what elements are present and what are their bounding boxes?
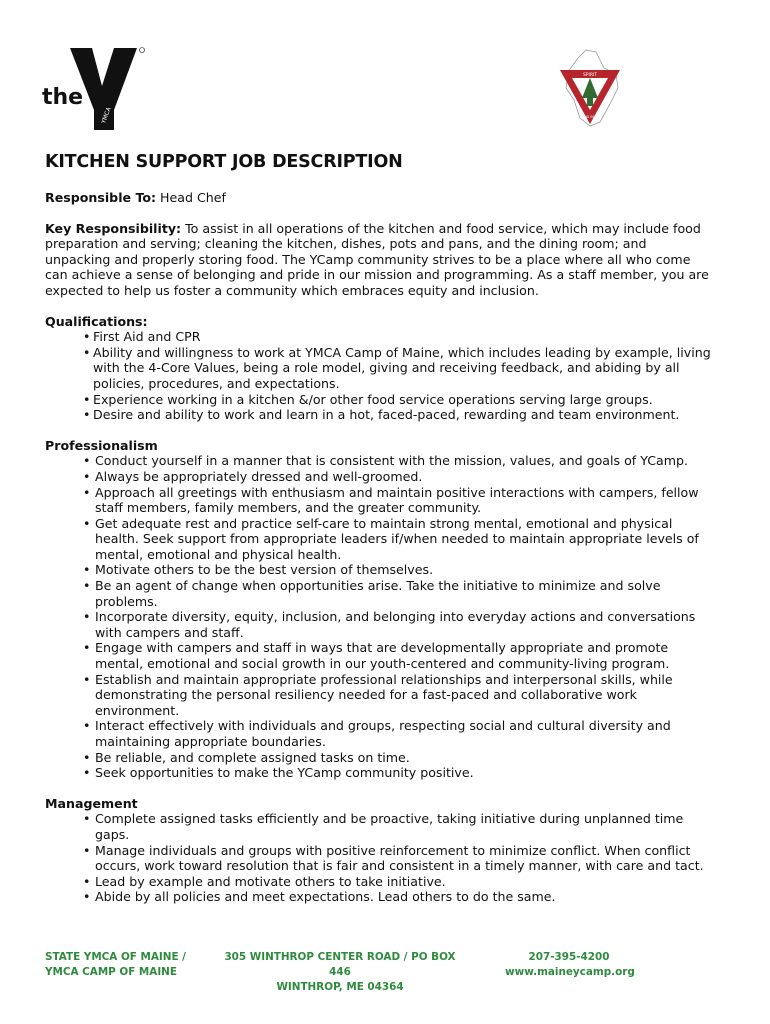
key-responsibility-text: To assist in all operations of the kitchen and food service, which may include food preparation and serving; cleaning the kitchen, dishes, pots and pans, and the dining room; and unpacking and properly storing food. The YCamp community strives to be a place where all who come can achieve a sense of belonging and pride in our mission and programming. As a staff member, you are expected to help us foster a community which embraces equity and inclusion. xyxy=(45,220,709,298)
list-item: • Experience working in a kitchen &/or other food service operations serving large groups. xyxy=(45,392,715,408)
camp-logo-bottom: MIND BODY xyxy=(579,115,601,119)
responsible-to xyxy=(45,190,715,206)
job-description-body xyxy=(45,190,715,920)
list-item: • Ability and willingness to work at YMCA Camp of Maine, which includes leading by example, living with the 4-Core Values, being a role model, giving and receiving feedback, and abiding by all policies, procedures, and expectations. xyxy=(45,345,715,392)
professionalism-list xyxy=(45,453,715,780)
qualifications-list xyxy=(45,329,715,423)
list-item: • Be reliable, and complete assigned tasks on time. xyxy=(45,750,715,766)
list-item: • Incorporate diversity, equity, inclusion, and belonging into everyday actions and conversations with campers and staff. xyxy=(45,609,715,640)
key-responsibility-label: Key Responsibility: xyxy=(45,220,182,236)
list-item: • Lead by example and motivate others to take initiative. xyxy=(45,874,715,890)
responsible-to-label: Responsible To: xyxy=(45,190,157,205)
footer-address-line1: 305 WINTHROP CENTER ROAD / PO BOX 446 xyxy=(224,951,456,978)
management-list xyxy=(45,811,715,905)
footer-org-line2: YMCA CAMP OF MAINE xyxy=(45,966,177,978)
list-item: • First Aid and CPR xyxy=(45,329,715,345)
list-item: • Seek opportunities to make the YCamp community positive. xyxy=(45,765,715,781)
camp-logo-top: SPIRIT xyxy=(582,73,598,78)
ymca-logo-small: YMCA xyxy=(100,106,113,125)
list-item: • Conduct yourself in a manner that is consistent with the mission, values, and goals of YCamp. xyxy=(45,453,715,469)
professionalism-heading: Professionalism xyxy=(45,437,158,453)
list-item: • Establish and maintain appropriate professional relationships and interpersonal skills, while demonstrating the personal resiliency needed for a fast-paced and collaborative work environment. xyxy=(45,672,715,719)
key-responsibility xyxy=(45,221,715,299)
list-item: • Be an agent of change when opportunities arise. Take the initiative to minimize and solve problems. xyxy=(45,578,715,609)
footer-org xyxy=(45,950,186,980)
qualifications-heading: Qualifications: xyxy=(45,313,148,329)
list-item: • Approach all greetings with enthusiasm and maintain positive interactions with campers, fellow staff members, family members, and the greater community. xyxy=(45,485,715,516)
footer-address xyxy=(212,950,468,995)
list-item: • Engage with campers and staff in ways that are developmentally appropriate and promote mental, emotional and social growth in our youth-centered and community-living program. xyxy=(45,640,715,671)
list-item: • Motivate others to be the best version of themselves. xyxy=(45,562,715,578)
footer-contact xyxy=(505,950,633,980)
responsible-to-value: Head Chef xyxy=(156,190,226,205)
footer-org-line1: STATE YMCA OF MAINE / xyxy=(45,951,186,963)
list-item: • Interact effectively with individuals and groups, respecting social and cultural diversity and maintaining appropriate boundaries. xyxy=(45,718,715,749)
camp-logo xyxy=(556,48,624,128)
list-item: • Complete assigned tasks efficiently and be proactive, taking initiative during unplanned time gaps. xyxy=(45,811,715,842)
footer-phone: 207-395-4200 xyxy=(528,951,610,963)
page-title: KITCHEN SUPPORT JOB DESCRIPTION xyxy=(45,152,403,172)
list-item: • Manage individuals and groups with positive reinforcement to minimize conflict. When conflict occurs, work toward resolution that is fair and consistent in a timely manner, with care and tact. xyxy=(45,843,715,874)
list-item: • Always be appropriately dressed and well-groomed. xyxy=(45,469,715,485)
footer-address-line2: WINTHROP, ME 04364 xyxy=(276,981,404,993)
management-heading: Management xyxy=(45,795,138,811)
list-item: • Desire and ability to work and learn in a hot, faced-paced, rewarding and team environment. xyxy=(45,407,715,423)
ymca-logo-the: the xyxy=(42,85,84,110)
footer-website-link[interactable]: www.maineycamp.org xyxy=(505,966,635,978)
ymca-logo xyxy=(42,46,152,132)
list-item: • Abide by all policies and meet expectations. Lead others to do the same. xyxy=(45,889,715,905)
list-item: • Get adequate rest and practice self-care to maintain strong mental, emotional and physical health. Seek support from appropriate leaders if/when needed to maintain appropriate levels of mental, emotional and physical health. xyxy=(45,516,715,563)
